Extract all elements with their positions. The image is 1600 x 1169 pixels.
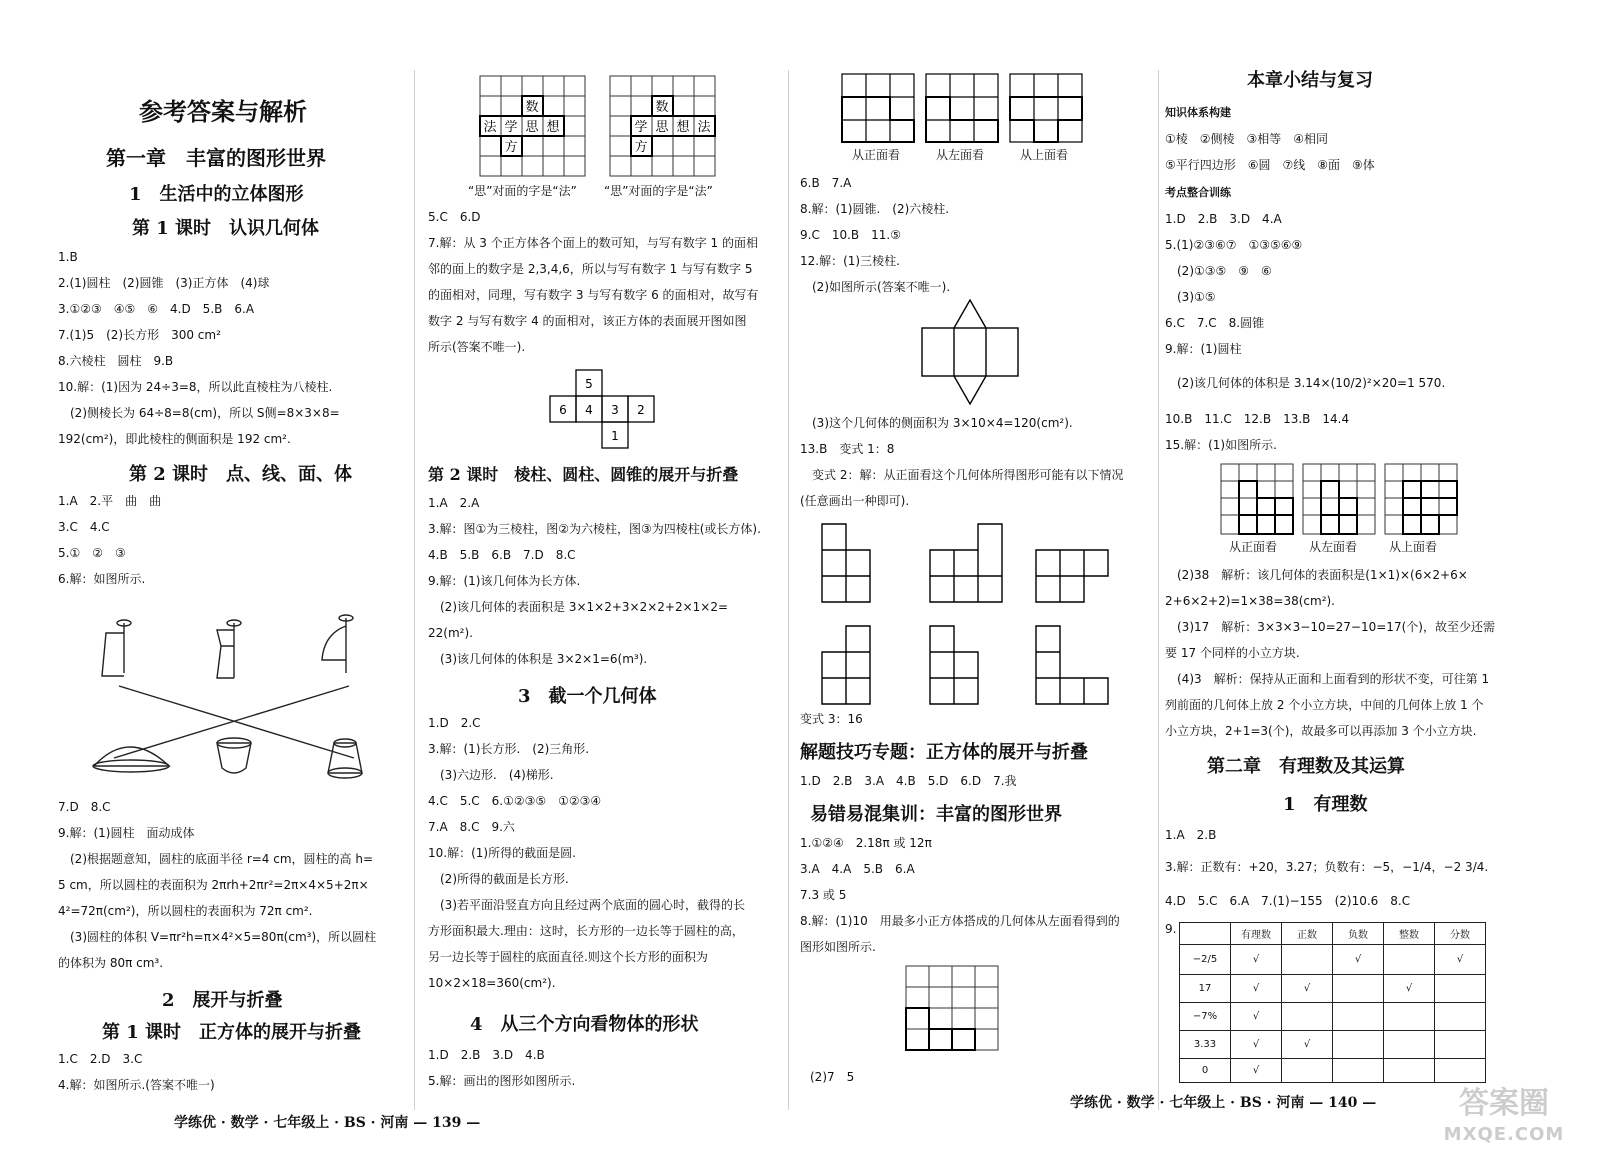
column-divider: [788, 70, 789, 1110]
table-cell: [1384, 1003, 1435, 1031]
answer-line: 变式 3：16: [800, 712, 863, 726]
table-cell: [1333, 1059, 1384, 1083]
section-2-heading: 2 展开与折叠: [162, 990, 283, 1011]
answer-line: 1.D 2.C: [428, 716, 481, 730]
net-char: 法: [483, 120, 497, 135]
answer-line: 1.D 2.B 3.A 4.B 5.D 6.D 7.我: [800, 774, 1017, 788]
answer-line: 9.解：(1)圆柱 面动成体: [58, 826, 195, 840]
prism-net-figure: [918, 296, 1028, 408]
section-3-heading: 3 截一个几何体: [518, 686, 657, 707]
answer-line: 数字 2 与写有数字 4 的面相对，该正方体的表面展开图如图: [428, 314, 747, 328]
table-cell: [1384, 945, 1435, 975]
answer-line: 8.六棱柱 圆柱 9.B: [58, 354, 174, 368]
answer-line: 要 17 个同样的小立方块.: [1165, 646, 1300, 660]
answer-line: 5 cm，所以圆柱的表面积为 2πrh+2πr²=2π×4×5+2π×: [58, 878, 369, 892]
answer-line: 3.解：图①为三棱柱，图②为六棱柱，图③为四棱柱(或长方体).: [428, 522, 761, 536]
answer-line: 4.解：如图所示.(答案不唯一): [58, 1078, 215, 1092]
answer-line: 2+6×2+2)=1×38=38(cm²).: [1165, 594, 1335, 608]
answer-line: (2)该几何体的表面积是 3×1×2+3×2×2+2×1×2=: [428, 600, 729, 614]
net-char: 思: [655, 120, 669, 135]
answer-line: (3)圆柱的体积 V=πr²h=π×4²×5=80π(cm³)，所以圆柱: [58, 930, 377, 944]
answer-line: 1.A 2.A: [428, 496, 480, 510]
cube-net-grid-2: [610, 76, 720, 180]
net-number: 5: [585, 377, 593, 391]
table-cell: [1435, 1003, 1486, 1031]
answer-line: 3.C 4.C: [58, 520, 110, 534]
answer-line: 9.解：(1)该几何体为长方体.: [428, 574, 581, 588]
table-header-cell: [1180, 923, 1231, 945]
chapter-1-heading: 第一章 丰富的图形世界: [106, 146, 326, 170]
answer-line: 的面相对，同理，写有数字 3 与写有数字 6 的面相对，故写有: [428, 288, 759, 302]
table-cell: [1435, 975, 1486, 1003]
answer-line: 4²=72π(cm²)，所以圆柱的表面积为 72π cm².: [58, 904, 313, 918]
section-1-heading: 1 生活中的立体图形: [129, 184, 304, 205]
answer-line: 5.C 6.D: [428, 210, 481, 224]
table-cell: [1435, 1031, 1486, 1059]
net-char: 数: [655, 100, 669, 115]
column-divider: [1158, 70, 1159, 1110]
table-cell: √: [1231, 1003, 1282, 1031]
table-row: [1180, 1031, 1486, 1059]
lesson-3-heading: 第 1 课时 正方体的展开与折叠: [102, 1022, 362, 1043]
answer-line: 5.(1)②③⑥⑦ ①③⑤⑥⑨: [1165, 238, 1303, 252]
table-cell: √: [1333, 945, 1384, 975]
answer-line: 变式 2：解：从正面看这个几何体所得图形可能有以下情况: [800, 468, 1124, 482]
net-char: 学: [504, 120, 518, 135]
answer-line: (2)侧棱长为 64÷8=8(cm)，所以 S侧=8×3×8=: [58, 406, 340, 420]
column-divider: [414, 70, 415, 1110]
answer-line: 所示(答案不唯一).: [428, 340, 526, 354]
three-views-figure-2: [1219, 462, 1469, 538]
answer-line: 1.B: [58, 250, 78, 264]
lesson-2-heading: 第 2 课时 点、线、面、体: [129, 464, 353, 485]
answer-line: 7.D 8.C: [58, 800, 111, 814]
answer-line: 1.A 2.B: [1165, 828, 1217, 842]
answer-line: (任意画出一种即可).: [800, 494, 910, 508]
net-char: 方: [504, 140, 518, 155]
table-row: [1180, 975, 1486, 1003]
lesson-1-heading: 第 1 课时 认识几何体: [132, 218, 320, 239]
answer-line: (3)①⑤: [1165, 290, 1216, 304]
figure-caption: “思”对面的字是“法”: [468, 184, 577, 198]
table-cell: 0: [1180, 1059, 1231, 1083]
answer-line: 8.解：(1)圆锥. (2)六棱柱.: [800, 202, 950, 216]
numbered-cube-net: [546, 368, 656, 456]
answer-line: (3)若平面沿竖直方向且经过两个底面的圆心时，截得的长: [428, 898, 746, 912]
answer-line: 3.解：(1)长方形. (2)三角形.: [428, 742, 590, 756]
subheading: 知识体系构建: [1165, 106, 1231, 119]
answer-line: (2)7 5: [810, 1070, 855, 1084]
answer-line: (2)如图所示(答案不唯一).: [800, 280, 951, 294]
answer-line: (3)六边形. (4)梯形.: [428, 768, 554, 782]
net-char: 学: [634, 120, 648, 135]
table-cell: [1333, 1031, 1384, 1059]
number-classification-table: [1179, 922, 1486, 1083]
answer-line: 10.B 11.C 12.B 13.B 14.4: [1165, 412, 1350, 426]
view-label: 从左面看: [1309, 540, 1358, 554]
watermark-url: MXQE.COM: [1443, 1124, 1565, 1145]
answer-line: 8.解：(1)10 用最多小正方体搭成的几何体从左面看得到的: [800, 914, 1120, 928]
answer-line: 3.①②③ ④⑤ ⑥ 4.D 5.B 6.A: [58, 302, 255, 316]
table-row: [1180, 1059, 1486, 1083]
net-number: 3: [611, 403, 619, 417]
section-heading: 1 有理数: [1283, 794, 1368, 815]
answer-line: (2)该几何体的体积是 3.14×(10/2)²×20=1 570.: [1165, 376, 1446, 390]
net-char: 方: [634, 140, 648, 155]
figure-caption: “思”对面的字是“法”: [604, 184, 713, 198]
answer-line: 的体积为 80π cm³.: [58, 956, 164, 970]
subheading: 考点整合训练: [1165, 186, 1231, 199]
rotation-matching-figure: [84, 598, 384, 788]
table-row: [1180, 945, 1486, 975]
table-header-cell: 分数: [1435, 923, 1486, 945]
cube-net-grid-1: [480, 76, 590, 180]
table-header-cell: 正数: [1282, 923, 1333, 945]
table-cell: √: [1231, 1059, 1282, 1083]
view-label: 从上面看: [1020, 148, 1069, 162]
answer-line: 4.C 5.C 6.①②③⑤ ①②③④: [428, 794, 602, 808]
page-footer-right: 学练优 · 数学 · 七年级上 · BS · 河南 — 140 —: [1070, 1095, 1377, 1111]
left-view-grid-figure: [904, 964, 1004, 1056]
table-cell: [1282, 1003, 1333, 1031]
view-label: 从左面看: [936, 148, 985, 162]
chapter-2-heading: 第二章 有理数及其运算: [1207, 756, 1405, 777]
answer-line: 图形如图所示.: [800, 940, 876, 954]
table-cell: √: [1231, 975, 1282, 1003]
table-cell: √: [1231, 945, 1282, 975]
answer-line: 7.A 8.C 9.六: [428, 820, 515, 834]
table-cell: [1333, 975, 1384, 1003]
answer-line: 12.解：(1)三棱柱.: [800, 254, 900, 268]
answer-line: 4.B 5.B 6.B 7.D 8.C: [428, 548, 576, 562]
answer-line: 9.C 10.B 11.⑤: [800, 228, 901, 242]
answer-line: 10.解：(1)所得的截面是圆.: [428, 846, 576, 860]
topic-2-heading: 易错易混集训：丰富的图形世界: [810, 804, 1062, 825]
net-char: 思: [525, 120, 539, 135]
answer-line: (3)这个几何体的侧面积为 3×10×4=120(cm²).: [800, 416, 1073, 430]
column-3: [800, 0, 1155, 1169]
table-row: [1180, 1003, 1486, 1031]
table-cell: √: [1435, 945, 1486, 975]
table-cell: √: [1384, 975, 1435, 1003]
column-2: [428, 0, 778, 1169]
question-label: 9.: [1165, 922, 1177, 936]
answer-line: 10.解：(1)因为 24÷3=8，所以此直棱柱为八棱柱.: [58, 380, 333, 394]
net-number: 2: [637, 403, 645, 417]
answer-line: 7.(1)5 (2)长方形 300 cm²: [58, 328, 221, 342]
table-cell: [1435, 1059, 1486, 1083]
answer-line: (2)①③⑤ ⑨ ⑥: [1165, 264, 1272, 278]
answer-line: (3)17 解析：3×3×3−10=27−10=17(个)，故至少还需: [1165, 620, 1495, 634]
column-4: [1165, 0, 1565, 1169]
answer-line: 另一边长等于圆柱的底面直径.则这个长方形的面积为: [428, 950, 708, 964]
table-cell: [1333, 1003, 1384, 1031]
answer-line: 小立方块，2+1=3(个)，故最多可以再添加 3 个小立方块.: [1165, 724, 1477, 738]
answer-line: (3)该几何体的体积是 3×2×1=6(m³).: [428, 652, 648, 666]
answer-line: 5.解：画出的图形如图所示.: [428, 1074, 576, 1088]
watermark-text: 答案圈: [1459, 1086, 1549, 1121]
answer-line: (2)所得的截面是长方形.: [428, 872, 569, 886]
answer-line: ⑤平行四边形 ⑥圆 ⑦线 ⑧面 ⑨体: [1165, 158, 1375, 172]
table-cell: [1282, 1059, 1333, 1083]
three-views-figure: [840, 70, 1110, 146]
answer-line: (2)38 解析：该几何体的表面积是(1×1)×(6×2+6×: [1165, 568, 1468, 582]
answer-line: 7.3 或 5: [800, 888, 847, 902]
table-cell: √: [1282, 1031, 1333, 1059]
answer-line: 1.①②④ 2.18π 或 12π: [800, 836, 932, 850]
table-cell: [1282, 945, 1333, 975]
view-label: 从正面看: [852, 148, 901, 162]
topic-1-heading: 解题技巧专题：正方体的展开与折叠: [800, 742, 1088, 763]
answer-line: 6.解：如图所示.: [58, 572, 146, 586]
answer-line: 10×2×18=360(cm²).: [428, 976, 556, 990]
answer-line: (4)3 解析：保持从正面和上面看到的形状不变，可往第 1: [1165, 672, 1490, 686]
answer-line: 2.(1)圆柱 (2)圆锥 (3)正方体 (4)球: [58, 276, 270, 290]
view-label: 从正面看: [1229, 540, 1278, 554]
answer-line: 6.C 7.C 8.圆锥: [1165, 316, 1265, 330]
answer-line: 3.A 4.A 5.B 6.A: [800, 862, 915, 876]
answer-line: 1.A 2.平 曲 曲: [58, 494, 162, 508]
page-title: 参考答案与解析: [139, 97, 307, 126]
answer-line: ①棱 ②侧棱 ③相等 ④相同: [1165, 132, 1329, 146]
chapter-summary-heading: 本章小结与复习: [1247, 70, 1373, 91]
answer-line: 7.解：从 3 个正方体各个面上的数可知，与写有数字 1 的面相: [428, 236, 758, 250]
answer-line: 22(m²).: [428, 626, 473, 640]
answer-line: 邻的面上的数字是 2,3,4,6，所以与写有数字 1 与写有数字 5: [428, 262, 753, 276]
table-cell: [1384, 1059, 1435, 1083]
table-cell: −7%: [1180, 1003, 1231, 1031]
net-char: 想: [676, 120, 690, 135]
net-number: 6: [559, 403, 567, 417]
answer-line: 列前面的几何体上放 2 个小立方块，中间的几何体上放 1 个: [1165, 698, 1484, 712]
table-header-cell: 整数: [1384, 923, 1435, 945]
answer-line: 6.B 7.A: [800, 176, 852, 190]
watermark-logo: [1424, 1084, 1584, 1159]
view-label: 从上面看: [1389, 540, 1438, 554]
table-header-row: [1180, 923, 1486, 945]
answer-line: 15.解：(1)如图所示.: [1165, 438, 1277, 452]
table-cell: −2/5: [1180, 945, 1231, 975]
net-number: 1: [611, 429, 619, 443]
table-cell: 17: [1180, 975, 1231, 1003]
net-char: 法: [697, 120, 711, 135]
table-header-cell: 负数: [1333, 923, 1384, 945]
section-4-heading: 4 从三个方向看物体的形状: [470, 1014, 699, 1035]
answer-line: 3.解：正数有：+20，3.27；负数有：−5，−1/4，−2 3/4.: [1165, 860, 1489, 874]
table-cell: 3.33: [1180, 1031, 1231, 1059]
table-cell: [1384, 1031, 1435, 1059]
answer-line: 13.B 变式 1：8: [800, 442, 895, 456]
answer-line: 1.D 2.B 3.D 4.A: [1165, 212, 1282, 226]
answer-line: 9.解：(1)圆柱: [1165, 342, 1242, 356]
answer-line: 1.D 2.B 3.D 4.B: [428, 1048, 545, 1062]
table-cell: √: [1231, 1031, 1282, 1059]
answer-line: 4.D 5.C 6.A 7.(1)−155 (2)10.6 8.C: [1165, 894, 1411, 908]
net-number: 4: [585, 403, 593, 417]
page-footer-left: 学练优 · 数学 · 七年级上 · BS · 河南 — 139 —: [174, 1115, 481, 1131]
table-cell: √: [1282, 975, 1333, 1003]
answer-line: 192(cm²)，即此棱柱的侧面积是 192 cm².: [58, 432, 291, 446]
table-header-cell: 有理数: [1231, 923, 1282, 945]
answer-line: 方形面积最大.理由：这时，长方形的一边长等于圆柱的高，: [428, 924, 744, 938]
lesson-heading: 第 2 课时 棱柱、圆柱、圆锥的展开与折叠: [428, 465, 739, 484]
net-char: 想: [546, 120, 560, 135]
answer-line: 1.C 2.D 3.C: [58, 1052, 143, 1066]
answer-line: (2)根据题意知，圆柱的底面半径 r=4 cm，圆柱的高 h=: [58, 852, 374, 866]
front-view-options-figure: [818, 520, 1148, 706]
net-char: 数: [525, 100, 539, 115]
answer-line: 5.① ② ③: [58, 546, 126, 560]
